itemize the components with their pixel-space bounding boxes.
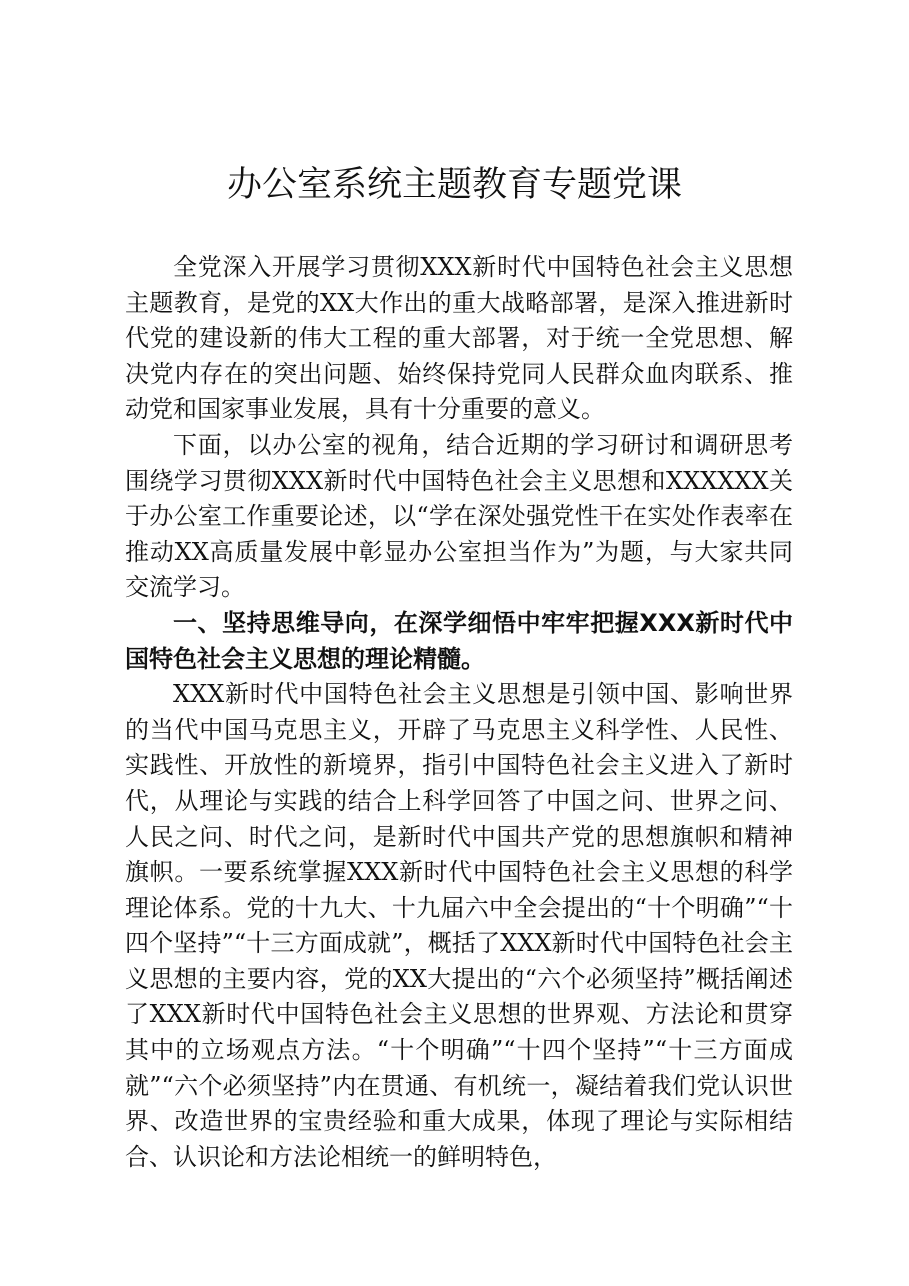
document-body bbox=[125, 250, 793, 1175]
intro-paragraph: 全党深入开展学习贯彻XXX新时代中国特色社会主义思想主题教育，是党的XX大作出的重大战略部署，是深入推进新时代党的建设新的伟大工程的重大部署，对于统一全党思想、解决党内存在的突出问题、始终保持党同人民群众血肉联系、推动党和国家事业发展，具有十分重要的意义。 bbox=[125, 253, 793, 424]
section-paragraph: XXX新时代中国特色社会主义思想是引领中国、影响世界的当代中国马克思主义，开辟了马克思主义科学性、人民性、实践性、开放性的新境界，指引中国特色社会主义进入了新时代，从理论与实践的结合上科学回答了中国之问、世界之问、人民之问、时代之问，是新时代中国共产党的思想旗帜和精神旗帜。一要系统掌握XXX新时代中国特色社会主义思想的科学理论体系。党的十九大、十九届六中全会提出的“十个明确”“十四个坚持”“十三方面成就”，概括了XXX新时代中国特色社会主义思想的主要内容，党的XX大提出的“六个必须坚持”概括阐述了XXX新时代中国特色社会主义思想的世界观、方法论和贯穿其中的立场观点方法。“十个明确”“十四个坚持”“十三方面成就”“六个必须坚持”内在贯通、有机统一，凝结着我们党认识世界、改造世界的宝贵经验和重大成果，体现了理论与实际相结合、认识论和方法论相统一的鲜明特色， bbox=[125, 680, 793, 1171]
section-heading: 一、坚持思维导向，在深学细悟中牢牢把握XXX新时代中国特色社会主义思想的理论精髓。 bbox=[125, 608, 793, 673]
document-title: 办公室系统主题教育专题党课 bbox=[226, 165, 682, 205]
purpose-paragraph: 下面，以办公室的视角，结合近期的学习研讨和调研思考围绕学习贯彻XXX新时代中国特色社会主义思想和XXXXXX关于办公室工作重要论述，以“学在深处强党性干在实处作表率在推动XX高质量发展中彰显办公室担当作为”为题，与大家共同交流学习。 bbox=[125, 430, 793, 602]
